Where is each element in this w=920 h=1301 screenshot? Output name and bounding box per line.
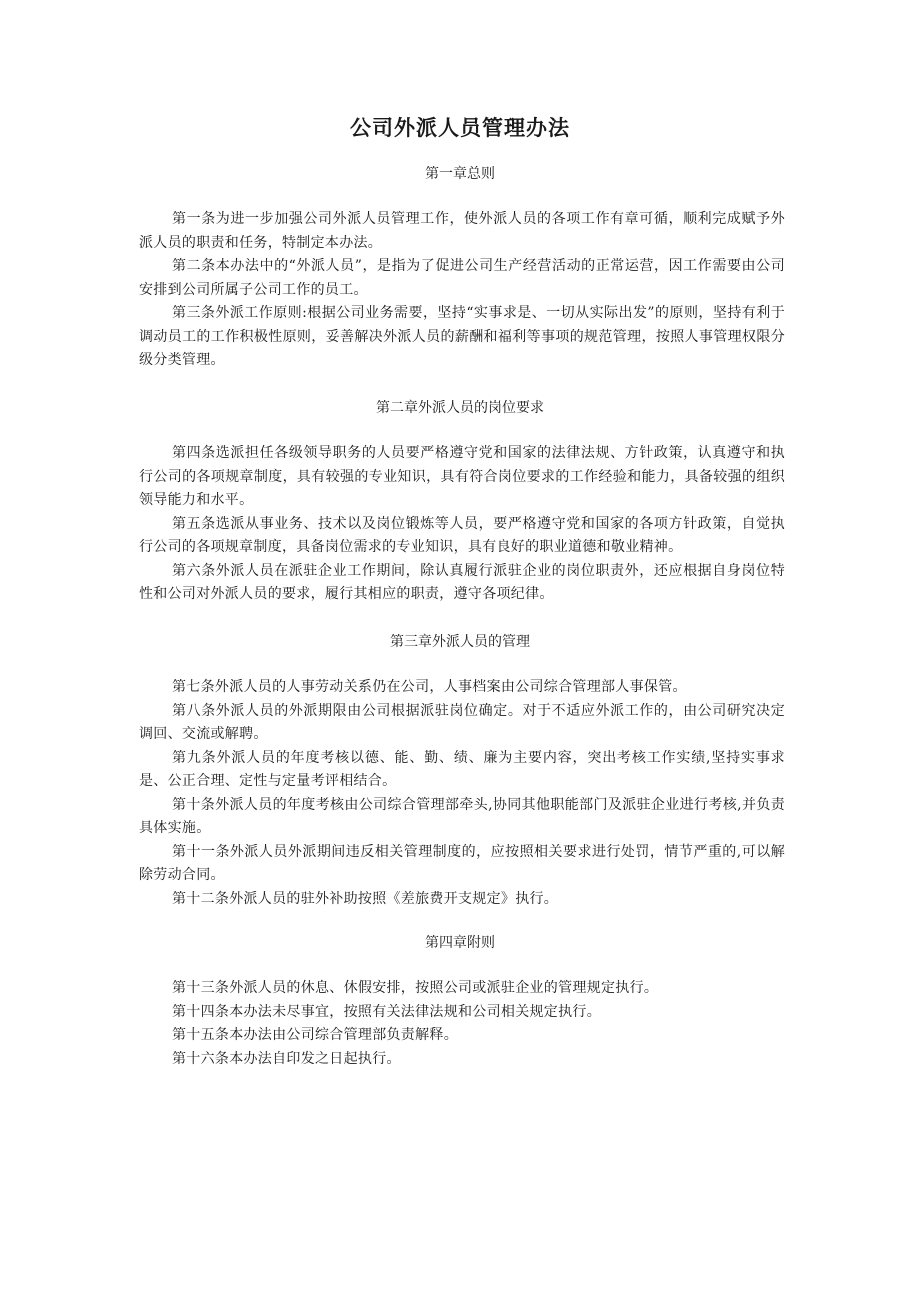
article-paragraph: 第十一条外派人员外派期间违反相关管理制度的，应按照相关要求进行处罚，情节严重的,可以解除劳动合同。 xyxy=(139,843,785,883)
article-paragraph: 第八条外派人员的外派期限由公司根据派驻岗位确定。对于不适应外派工作的，由公司研究决定调回、交流或解聘。 xyxy=(139,702,785,742)
chapter-heading: 第三章外派人员的管理 xyxy=(390,634,530,650)
chapter-articles xyxy=(139,442,785,607)
chapter-heading: 第一章总则 xyxy=(425,166,495,182)
article-paragraph: 第十四条本办法未尽事宜，按照有关法律法规和公司相关规定执行。 xyxy=(172,1003,601,1020)
article-paragraph: 第五条选派从事业务、技术以及岗位锻炼等人员，要严格遵守党和国家的各项方针政策，自觉执行公司的各项规章制度，具备岗位需求的专业知识，具有良好的职业道德和敬业精神。 xyxy=(139,515,785,555)
chapter-articles xyxy=(139,676,785,911)
chapter-heading: 第二章外派人员的岗位要求 xyxy=(376,400,544,416)
article-paragraph: 第十六条本办法自印发之日起执行。 xyxy=(172,1050,401,1067)
chapter-articles xyxy=(139,977,785,1071)
article-paragraph: 第十二条外派人员的驻外补助按照《差旅费开支规定》执行。 xyxy=(172,890,559,907)
chapter-heading: 第四章附则 xyxy=(425,935,495,951)
article-paragraph: 第一条为进一步加强公司外派人员管理工作，使外派人员的各项工作有章可循，顺利完成赋予外派人员的职责和任务，特制定本办法。 xyxy=(139,211,785,251)
article-paragraph: 第七条外派人员的人事劳动关系仍在公司，人事档案由公司综合管理部人事保管。 xyxy=(172,679,687,695)
article-paragraph: 第十三条外派人员的休息、休假安排，按照公司或派驻企业的管理规定执行。 xyxy=(172,980,659,996)
article-paragraph: 第九条外派人员的年度考核以德、能、勤、绩、廉为主要内容，突出考核工作实绩,坚持实事求是、公正合理、定性与定量考评相结合。 xyxy=(139,749,785,789)
chapter-articles xyxy=(139,208,785,373)
article-paragraph: 第二条本办法中的“外派人员”，是指为了促进公司生产经营活动的正常运营，因工作需要由公司安排到公司所属子公司工作的员工。 xyxy=(139,258,785,298)
article-paragraph: 第十五条本办法由公司综合管理部负责解释。 xyxy=(172,1027,458,1043)
article-paragraph: 第四条选派担任各级领导职务的人员要严格遵守党和国家的法律法规、方针政策，认真遵守和执行公司的各项规章制度，具有较强的专业知识，具有符合岗位要求的工作经验和能力，具备较强的组织领导能力和水平。 xyxy=(139,445,785,508)
document-title: 公司外派人员管理办法 xyxy=(350,116,570,140)
article-paragraph: 第三条外派工作原则:根据公司业务需要，坚持“实事求是、一切从实际出发”的原则，坚持有利于调动员工的工作积极性原则，妥善解决外派人员的薪酬和福利等事项的规范管理，按照人事管理权限分级分类管理。 xyxy=(139,305,785,368)
article-paragraph: 第六条外派人员在派驻企业工作期间，除认真履行派驻企业的岗位职责外，还应根据自身岗位特性和公司对外派人员的要求，履行其相应的职责，遵守各项纪律。 xyxy=(139,562,785,602)
article-paragraph: 第十条外派人员的年度考核由公司综合管理部牵头,协同其他职能部门及派驻企业进行考核,并负责具体实施。 xyxy=(139,796,785,836)
